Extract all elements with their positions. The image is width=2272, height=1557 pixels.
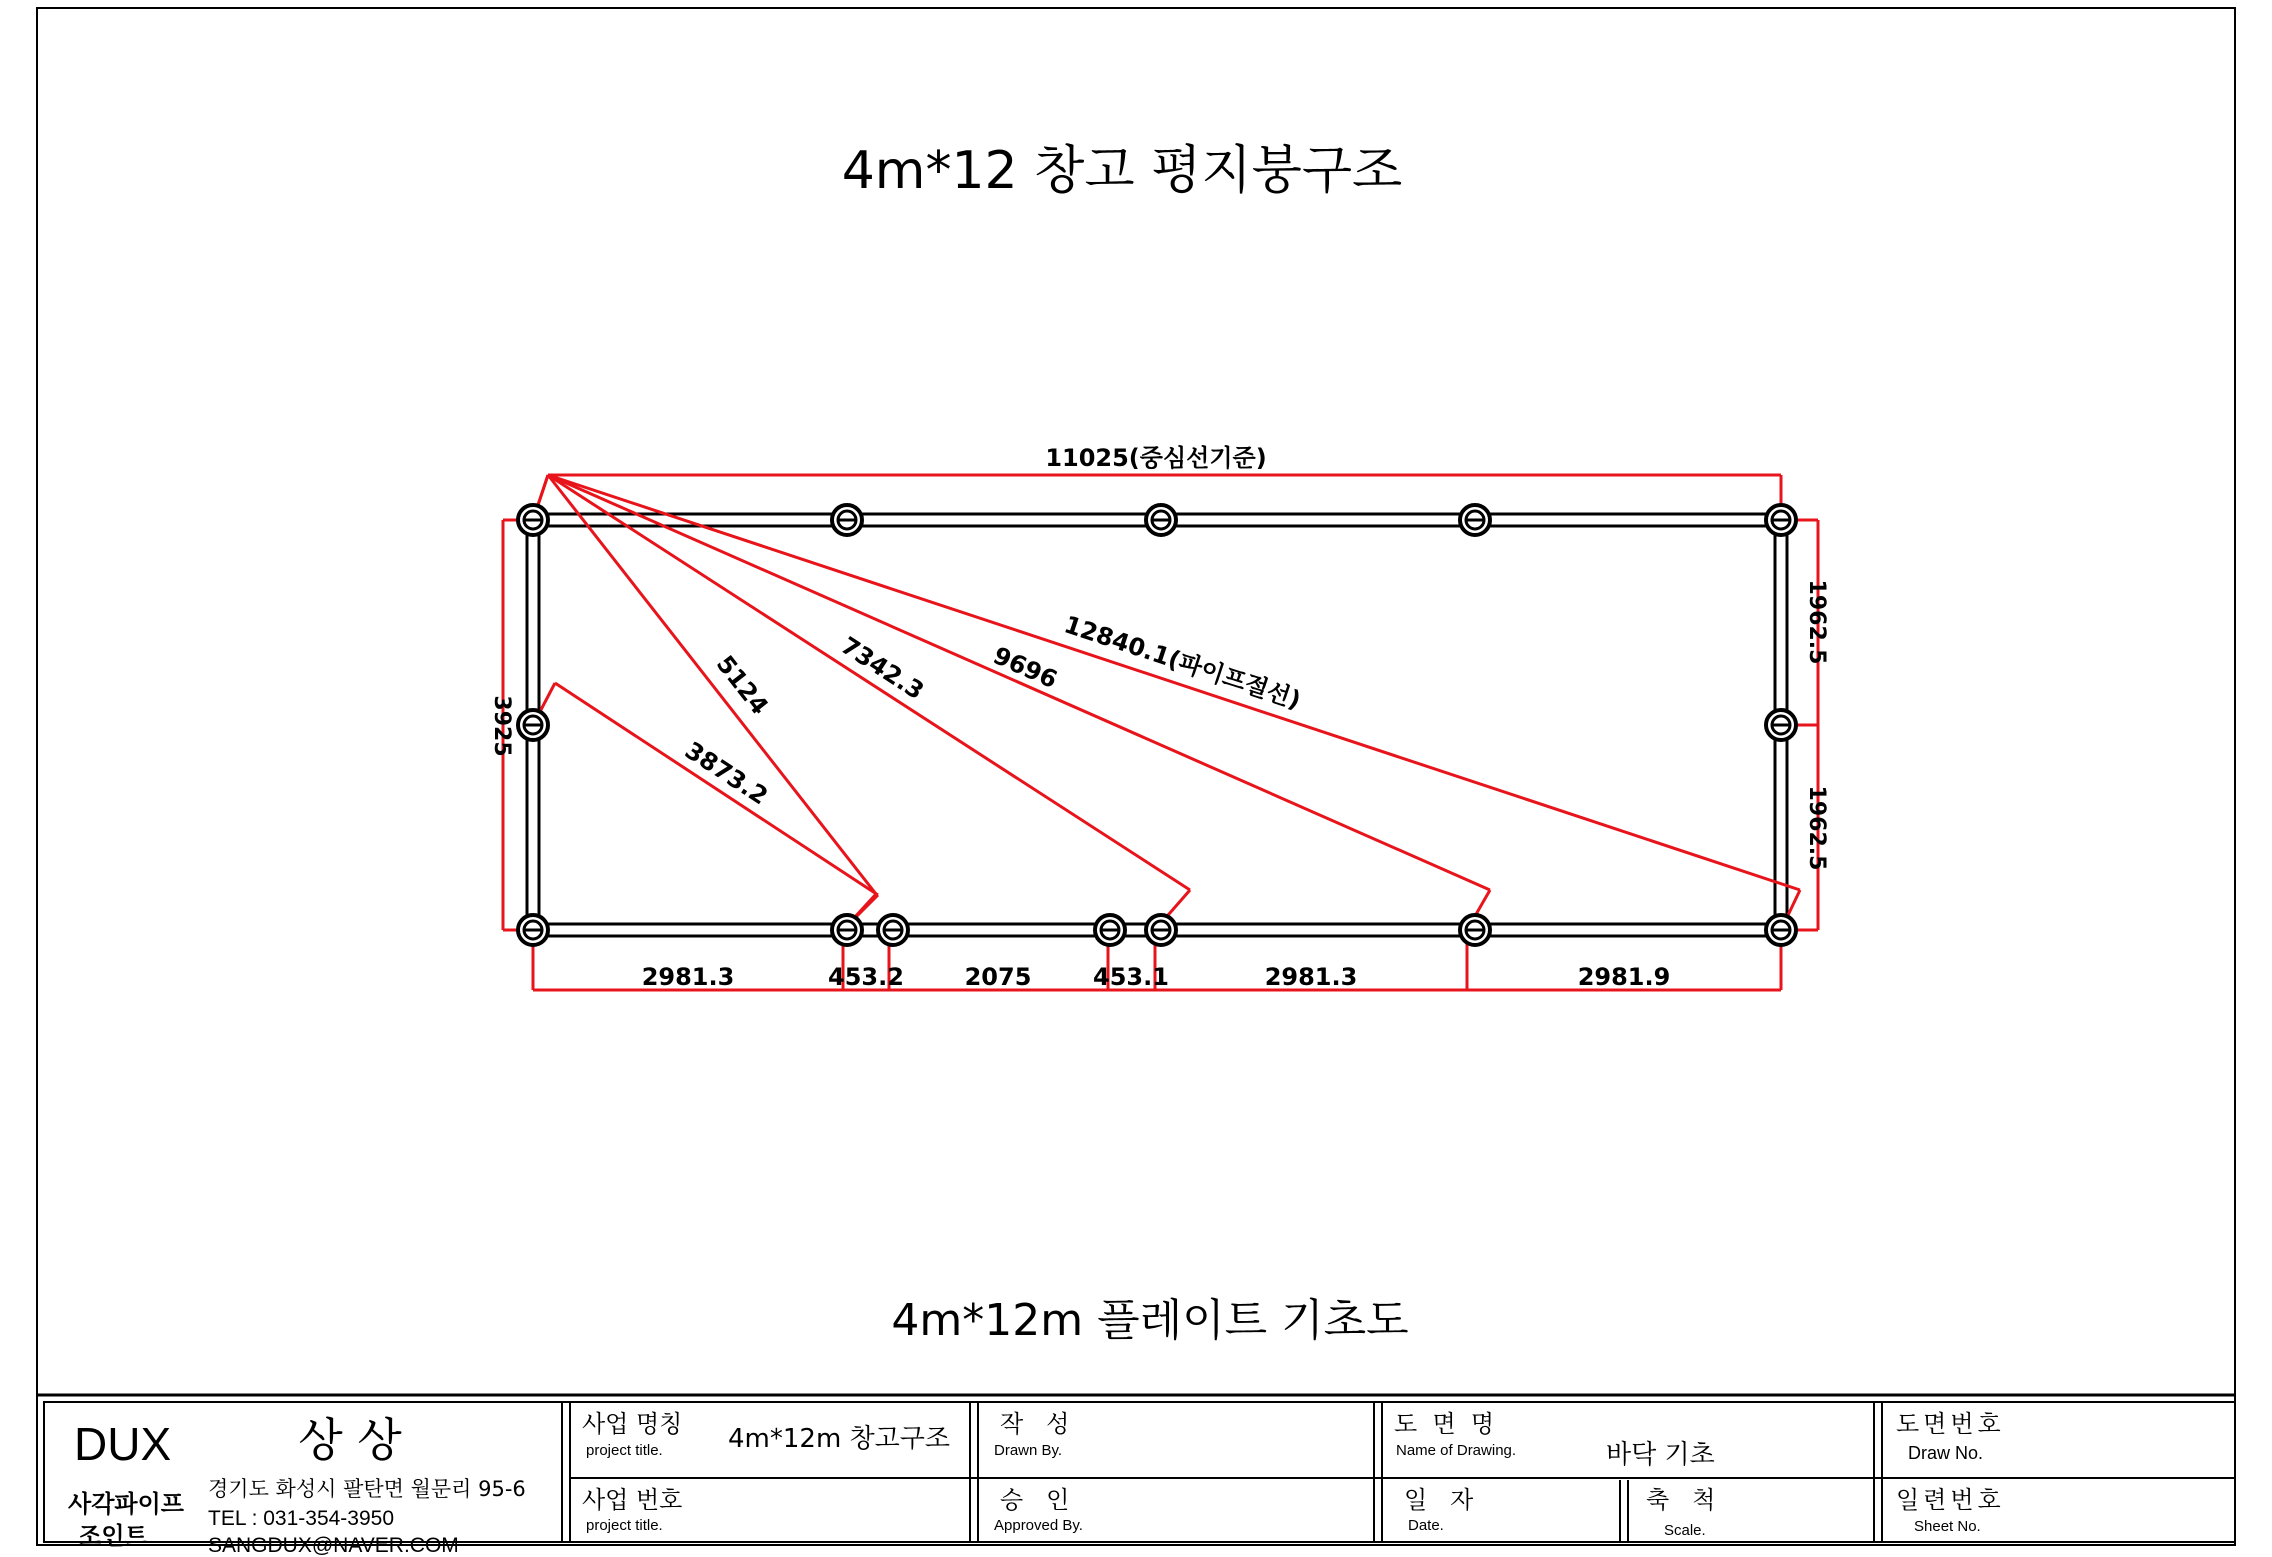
post-marker (518, 505, 548, 535)
draw-no-sub: Draw No. (1908, 1443, 1984, 1463)
scale-sub: Scale. (1664, 1522, 1706, 1539)
post-marker (1766, 505, 1796, 535)
sheet-no-sub: Sheet No. (1914, 1518, 1981, 1535)
dim-right-lower: 1962.5 (1804, 785, 1829, 871)
drawing-subtitle: 4m*12m 플레이트 기초도 (891, 1295, 1409, 1346)
draw-no-label: 도면번호 (1896, 1410, 2005, 1438)
dim-bottom-5: 2981.3 (1264, 963, 1358, 991)
drawing-name-sub: Name of Drawing. (1396, 1442, 1517, 1459)
drawn-sub: Drawn By. (994, 1442, 1063, 1459)
date-label: 일 자 (1404, 1486, 1474, 1514)
post-marker (1766, 915, 1796, 945)
post-marker (878, 915, 908, 945)
dim-bottom-2: 453.2 (828, 963, 904, 991)
company-email: SANGDUX@NAVER.COM (208, 1534, 459, 1557)
drawing-title: 4m*12 창고 평지붕구조 (841, 141, 1403, 201)
dim-diag-3: 7342.3 (835, 631, 929, 706)
company-name: 상 상 (298, 1413, 402, 1467)
post-marker (1460, 915, 1490, 945)
dim-bottom-6: 2981.9 (1577, 963, 1671, 991)
dim-diag-1: 3873.2 (679, 736, 773, 811)
dim-top-overall: 11025(중심선기준) (1045, 444, 1267, 472)
post-marker (1095, 915, 1125, 945)
project-name-label: 사업 명칭 (582, 1410, 683, 1438)
post-marker (1146, 915, 1176, 945)
dim-diag-4: 9696 (989, 641, 1062, 695)
post-marker (518, 710, 548, 740)
date-sub: Date. (1408, 1517, 1444, 1534)
project-no-sub: project title. (586, 1517, 663, 1534)
post-marker (832, 505, 862, 535)
project-no-label: 사업 번호 (582, 1486, 683, 1514)
approved-label: 승 인 (1000, 1486, 1070, 1514)
product-line-2: 조인트 (78, 1522, 148, 1550)
project-name-sub: project title. (586, 1442, 663, 1459)
company-logo: DUX (74, 1418, 172, 1470)
dim-diag-5: 12840.1(파이프절선) (1060, 610, 1305, 715)
drawn-label: 작 성 (1000, 1410, 1070, 1438)
post-marker (1146, 505, 1176, 535)
post-marker (518, 915, 548, 945)
dim-left-height: 3925 (489, 695, 514, 757)
dim-diag-2: 5124 (710, 650, 774, 721)
post-marker (832, 915, 862, 945)
approved-sub: Approved By. (994, 1517, 1083, 1534)
dim-bottom-1: 2981.3 (641, 963, 735, 991)
drawing-name-label: 도 면 명 (1394, 1410, 1495, 1438)
scale-label: 축 척 (1646, 1486, 1716, 1514)
dim-right-upper: 1962.5 (1804, 579, 1829, 665)
company-address: 경기도 화성시 팔탄면 월문리 95-6 (208, 1477, 526, 1501)
sheet-no-label: 일련번호 (1896, 1486, 2005, 1514)
project-name-value: 4m*12m 창고구조 (728, 1424, 951, 1454)
product-line-1: 사각파이프 (68, 1490, 184, 1518)
company-tel: TEL : 031-354-3950 (208, 1507, 395, 1530)
drawing-name-value: 바닥 기초 (1606, 1440, 1715, 1470)
post-marker (1766, 710, 1796, 740)
post-marker (1460, 505, 1490, 535)
dim-bottom-4: 453.1 (1093, 963, 1169, 991)
dim-bottom-3: 2075 (964, 963, 1032, 991)
